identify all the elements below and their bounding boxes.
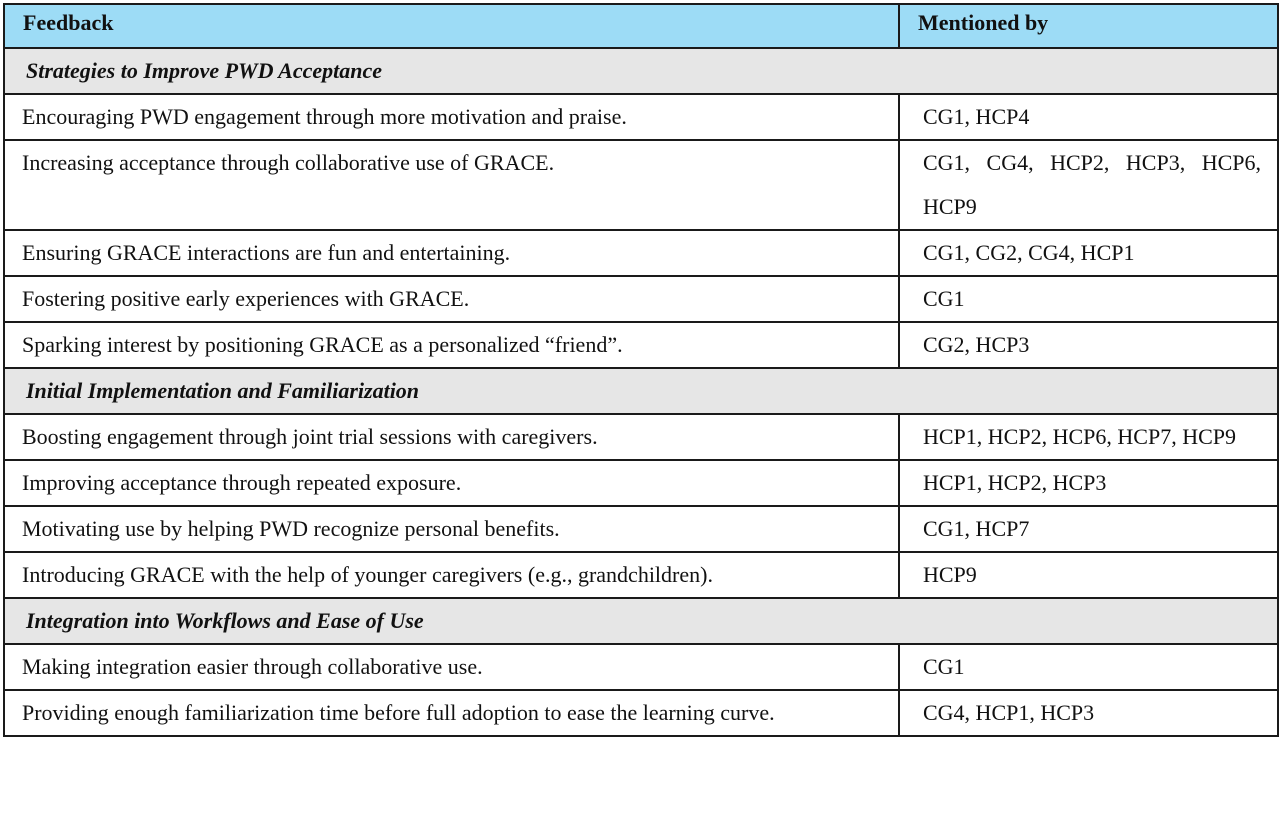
feedback-cell: Boosting engagement through joint trial sessions with caregivers.: [4, 414, 899, 460]
table-row: [4, 690, 1278, 736]
mentioned-by-cell: HCP9: [899, 552, 1278, 598]
section-title: Strategies to Improve PWD Acceptance: [4, 48, 1278, 94]
mentioned-by-cell: CG1: [899, 276, 1278, 322]
table-row: [4, 322, 1278, 368]
column-header-feedback-label: Feedback: [23, 10, 114, 35]
mentioned-by-cell: CG1: [899, 644, 1278, 690]
column-header-feedback: [4, 4, 899, 48]
section-row: [4, 48, 1278, 94]
table-row: [4, 644, 1278, 690]
column-header-mentioned-by: [899, 4, 1278, 48]
feedback-cell: Sparking interest by positioning GRACE as a personalized “friend”.: [4, 322, 899, 368]
table-row: [4, 414, 1278, 460]
feedback-cell: Motivating use by helping PWD recognize personal benefits.: [4, 506, 899, 552]
section-row: [4, 598, 1278, 644]
section-title: Initial Implementation and Familiarization: [4, 368, 1278, 414]
feedback-cell: Ensuring GRACE interactions are fun and entertaining.: [4, 230, 899, 276]
mentioned-by-cell: CG4, HCP1, HCP3: [899, 690, 1278, 736]
feedback-cell: Introducing GRACE with the help of younger caregivers (e.g., grandchildren).: [4, 552, 899, 598]
mentioned-by-cell: CG1, CG4, HCP2, HCP3, HCP6, HCP9: [899, 140, 1278, 230]
section-title: Integration into Workflows and Ease of Use: [4, 598, 1278, 644]
table-row: [4, 140, 1278, 230]
column-header-mentioned-by-label: Mentioned by: [918, 10, 1049, 35]
mentioned-by-cell: CG1, HCP7: [899, 506, 1278, 552]
mentioned-by-cell: CG1, CG2, CG4, HCP1: [899, 230, 1278, 276]
feedback-table: [3, 3, 1279, 737]
table-row: [4, 94, 1278, 140]
section-row: [4, 368, 1278, 414]
mentioned-by-cell: HCP1, HCP2, HCP3: [899, 460, 1278, 506]
feedback-cell: Fostering positive early experiences with GRACE.: [4, 276, 899, 322]
table-row: [4, 506, 1278, 552]
table-row: [4, 552, 1278, 598]
table-body: [4, 48, 1278, 736]
table-header: [4, 4, 1278, 48]
feedback-cell: Providing enough familiarization time before full adoption to ease the learning curve.: [4, 690, 899, 736]
feedback-cell: Improving acceptance through repeated exposure.: [4, 460, 899, 506]
feedback-cell: Encouraging PWD engagement through more motivation and praise.: [4, 94, 899, 140]
table-row: [4, 460, 1278, 506]
mentioned-by-cell: CG1, HCP4: [899, 94, 1278, 140]
mentioned-by-cell: HCP1, HCP2, HCP6, HCP7, HCP9: [899, 414, 1278, 460]
feedback-cell: Making integration easier through collaborative use.: [4, 644, 899, 690]
mentioned-by-cell: CG2, HCP3: [899, 322, 1278, 368]
feedback-cell: Increasing acceptance through collaborative use of GRACE.: [4, 140, 899, 230]
table-row: [4, 276, 1278, 322]
header-row: [4, 4, 1278, 48]
table-row: [4, 230, 1278, 276]
